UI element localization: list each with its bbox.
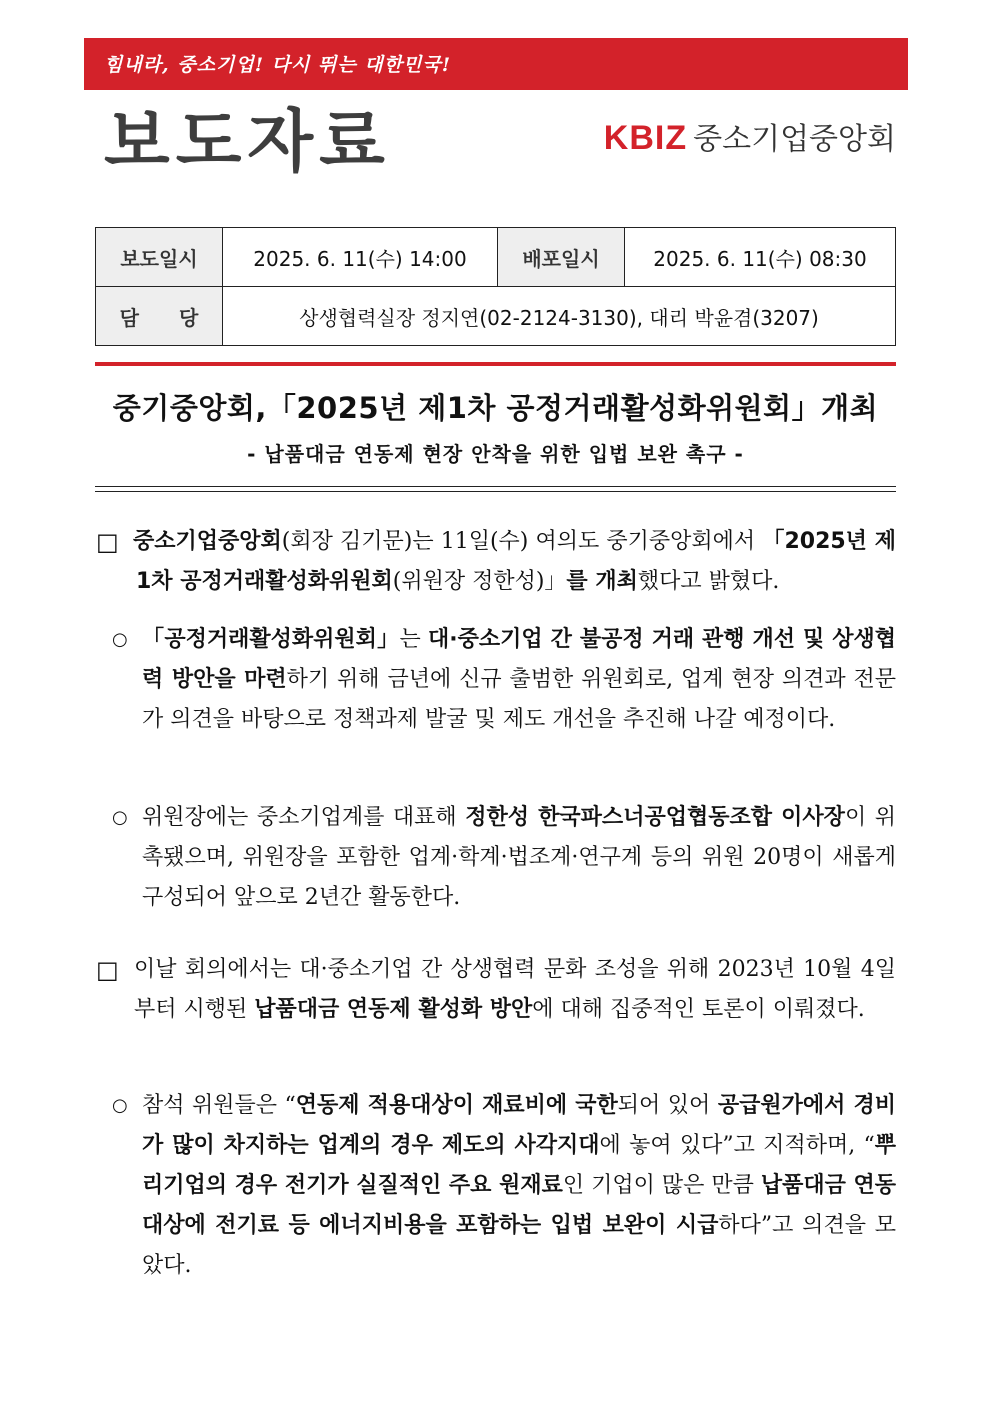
text-segment: 에 놓여 있다”고 지적하며, “ [599,1133,875,1158]
text-segment: 납품대금 연동 대상에 전기료 등 에너지비용을 포함하는 입법 보완이 시급 [142,1173,897,1238]
text-segment: 「2025년 제1차 공정거래활성화위원회 [136,529,896,594]
paragraph-1b [142,798,896,918]
text-segment: (위원장 정한성)」 [392,569,567,594]
subheadline: - 납품대금 연동제 현장 안착을 위한 입법 보완 촉구 - [247,442,744,466]
slogan-text: 힘내라, 중소기업! 다시 뛰는 대한민국! [104,54,452,76]
circle-bullet-icon: ○ [112,1095,128,1116]
press-time-value: 2025. 6. 11(수) 14:00 [223,228,498,287]
distribution-label: 배포일시 [498,228,625,287]
red-divider [95,362,896,366]
press-time-label: 보도일시 [96,228,223,287]
text-segment: 정한성 한국파스너공업협동조합 이사장 [465,805,845,830]
text-segment: 연동제 적용대상이 재료비에 국한 [295,1093,618,1118]
text-segment: 이 위촉됐으며, 위원장을 포함한 업계·학계·법조계·연구계 등의 위원 20명이 새롭게 구성되어 앞으로 2년간 활동한다. [142,805,896,910]
text-segment: 되어 있어 [617,1093,718,1118]
double-divider [95,486,896,492]
paragraph-2a [142,1086,896,1286]
text-segment: 했다고 밝혔다. [637,569,780,594]
text-segment: 에 대해 집중적인 토론이 이뤄졌다. [532,997,865,1022]
square-bullet-icon: □ [96,528,119,556]
text-segment: 중소기업중앙회 [133,529,282,554]
text-segment: 위원장에는 중소기업계를 대표해 [142,805,466,830]
paragraph-1a [142,620,896,740]
text-segment: 하다”고 의견을 모았다. [142,1213,897,1278]
kbiz-logo [604,118,896,164]
headline: 중기중앙회,「2025년 제1차 공정거래활성화위원회」개최 [112,391,879,425]
circle-bullet-icon: ○ [112,629,128,650]
document-title: 보도자료 [104,103,391,182]
text-segment: 「공정거래활성화위원회」 [142,627,400,652]
paragraph-1 [133,522,896,602]
logo-name: 중소기업중앙회 [693,122,896,157]
contact-label: 담 당 [96,287,223,346]
square-bullet-icon: □ [96,956,119,984]
contact-value: 상생협력실장 정지연(02-2124-3130), 대리 박윤겸(3207) [223,287,896,346]
press-info-table [95,227,896,346]
text-segment: 하기 위해 금년에 신규 출범한 위원회로, 업계 현장 의견과 전문가 의견을 바탕으로 정책과제 발굴 및 제도 개선을 추진해 나갈 예정이다. [142,667,896,732]
text-segment: 공급원가에서 경비가 많이 차지하는 업계의 경우 제도의 사각지대 [142,1093,896,1158]
text-segment: 참석 위원들은 “ [142,1093,296,1118]
text-segment: 대·중소기업 간 불공정 거래 관행 개선 및 상생협력 방안을 마련 [142,627,896,692]
text-segment: 를 개최 [566,569,638,594]
paragraph-2 [134,950,896,1030]
text-segment: 납품대금 연동제 활성화 방안 [254,997,533,1022]
logo-mark: KBIZ [603,119,688,157]
text-segment: 인 기업이 많은 만큼 [562,1173,761,1198]
distribution-value: 2025. 6. 11(수) 08:30 [625,228,896,287]
slogan-banner [84,38,908,90]
table-row [96,228,896,287]
text-segment: (회장 김기문)는 11일(수) 여의도 중기중앙회에서 [281,529,763,554]
table-row [96,287,896,346]
text-segment: 이날 회의에서는 대·중소기업 간 상생협력 문화 조성을 위해 2023년 10월 4일부터 시행된 [134,957,896,1022]
text-segment: 는 [399,627,429,652]
text-segment: 뿌리기업의 경우 전기가 실질적인 주요 원재료 [142,1133,896,1198]
circle-bullet-icon: ○ [112,807,128,828]
